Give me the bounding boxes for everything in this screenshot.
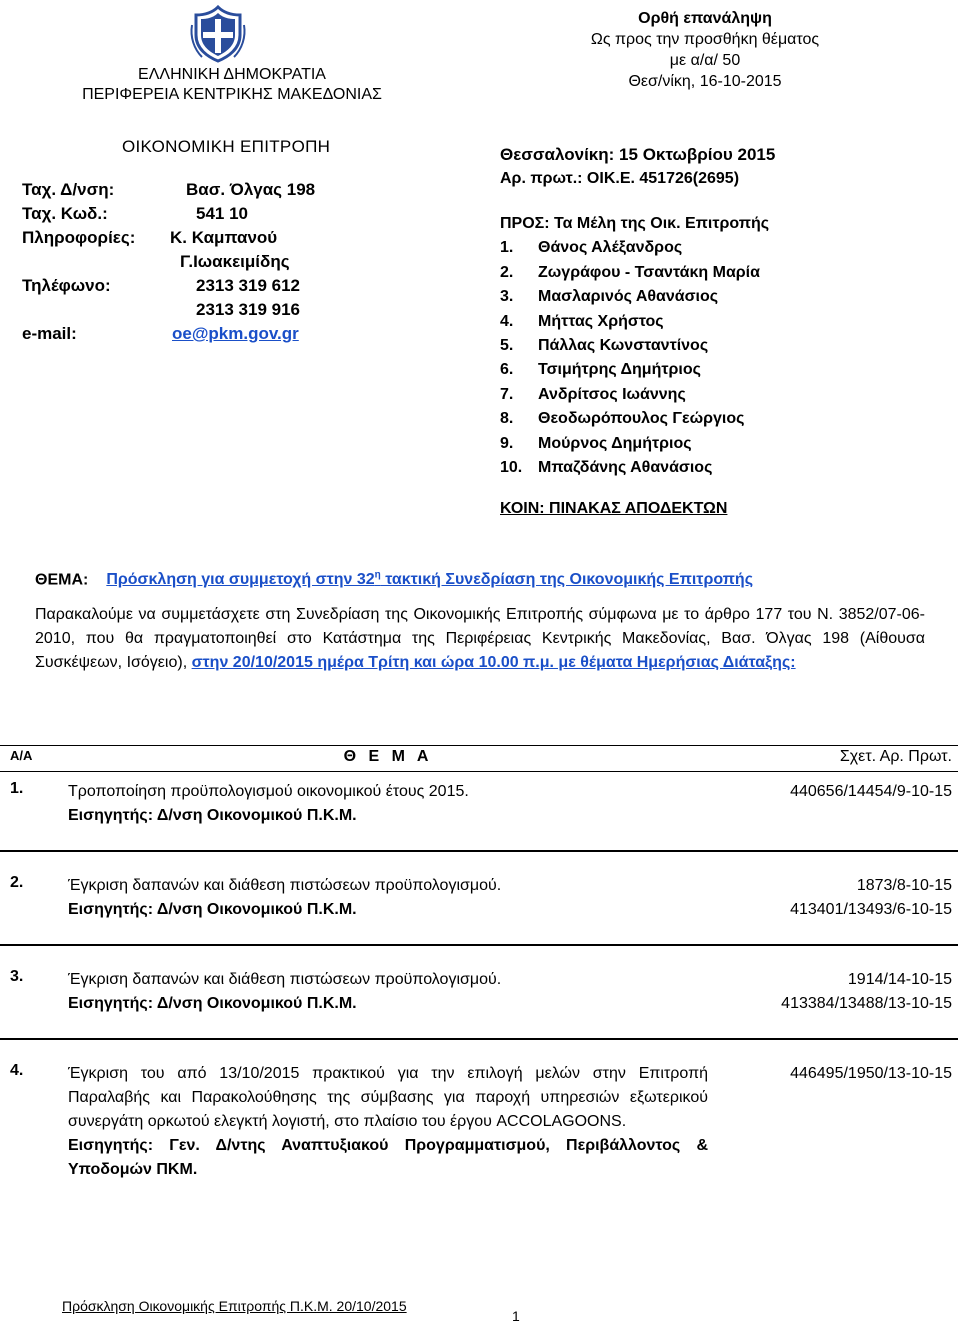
subject-label: ΘΕΜΑ: [35, 571, 89, 589]
correction-line2: με α/α/ 50 [669, 52, 741, 69]
agenda-table [0, 745, 958, 1185]
rapporteur: Εισηγητής: Γεν. Δ/ντης Αναπτυξιακού Προγραμματισμού, Περιβάλλοντος & Υποδομών ΠΚΜ. [68, 1137, 708, 1178]
region-title: ΠΕΡΙΦΕΡΕΙΑ ΚΕΝΤΡΙΚΗΣ ΜΑΚΕΔΟΝΙΑΣ [82, 86, 382, 103]
greek-emblem-icon [188, 5, 248, 63]
contact-value: 541 10 [196, 204, 248, 223]
document-date: Θεσσαλονίκη: 15 Οκτωβρίου 2015 [500, 145, 776, 164]
list-item: 4. Μήττας Χρήστος [500, 312, 664, 330]
correction-notice [560, 8, 850, 92]
contact-label: Ταχ. Κωδ.: [22, 204, 108, 223]
committee-title: ΟΙΚΟΝΟΜΙΚΗ ΕΠΙΤΡΟΠΗ [122, 137, 331, 156]
correction-line3: Θεσ/νίκη, 16-10-2015 [628, 73, 782, 90]
contact-label: Πληροφορίες: [22, 228, 136, 247]
col-header-num: Α/Α [0, 746, 62, 772]
rapporteur: Εισηγητής: Δ/νση Οικονομικού Π.Κ.Μ. [68, 807, 357, 824]
meeting-datetime: στην 20/10/2015 ημέρα Τρίτη και ώρα 10.00 π.μ. με θέματα Ημερήσιας Διάταξης: [191, 654, 796, 671]
list-item: 8. Θεοδωρόπουλος Γεώργιος [500, 410, 745, 428]
contact-value: 2313 319 916 [196, 300, 300, 319]
recipients-list [500, 212, 769, 480]
list-item: 9. Μούρνος Δημήτριος [500, 434, 692, 452]
invitation-paragraph: Παρακαλούμε να συμμετάσχετε στη Συνεδρίαση της Οικονομικής Επιτροπής σύμφωνα με το άρθρο 177 του Ν. 3852/07-06-2010, που θα πραγματοποιηθεί στο Κατάστημα της Περιφέρειας Κεντρικής Μακεδονίας, Βασ. Όλγας 198 (Αίθουσα Συσκέψεων, Ισόγειο), στην 20/10/2015 ημέρα Τρίτη και ώρα 10.00 π.μ. με θέματα Ημερήσιας Διάταξης: [35, 606, 925, 671]
table-row: 3. Έγκριση δαπανών και διάθεση πιστώσεων προϋπολογισμού. Εισηγητής: Δ/νση Οικονομικού Π.Κ.Μ. 1914/14-10-15 413384/13488/13-10-15 [0, 945, 958, 1039]
republic-title: ΕΛΛΗΝΙΚΗ ΔΗΜΟΚΡΑΤΙΑ [138, 66, 326, 83]
issuer-header [22, 65, 442, 105]
table-row: 4. Έγκριση του από 13/10/2015 πρακτικού για την επιλογή μελών στην Επιτροπή Παραλαβής και Παρακολούθησης της σύμβασης για παροχή υπηρεσιών εξωτερικού συνεργάτη ορκωτού ελεγκτή λογιστή, στο πλαίσιο του έργου ACCOLAGOONS. Εισηγητής: Γεν. Δ/ντης Αναπτυξιακού Προγραμματισμού, Περιβάλλοντος & Υποδομών ΠΚΜ. 446495/1950/13-10-15 [0, 1039, 958, 1185]
page-number: 1 [512, 1308, 520, 1324]
rapporteur: Εισηγητής: Δ/νση Οικονομικού Π.Κ.Μ. [68, 995, 357, 1012]
contact-label: Ταχ. Δ/νση: [22, 180, 115, 199]
contact-label: Τηλέφωνο: [22, 276, 111, 295]
list-item: 5. Πάλλας Κωνσταντίνος [500, 336, 709, 354]
rapporteur: Εισηγητής: Δ/νση Οικονομικού Π.Κ.Μ. [68, 901, 357, 918]
list-item: 6. Τσιμήτρης Δημήτριος [500, 361, 701, 379]
email-link[interactable]: oe@pkm.gov.gr [172, 324, 299, 343]
contact-value: Βασ. Όλγας 198 [186, 180, 316, 199]
col-header-subject: Θ Ε Μ Α [62, 746, 714, 772]
cc-line: ΚΟΙΝ: ΠΙΝΑΚΑΣ ΑΠΟΔΕΚΤΩΝ [500, 500, 728, 517]
subject-line [35, 570, 753, 589]
list-item: 3. Μασλαρινός Αθανάσιος [500, 288, 719, 306]
subject-text: Πρόσκληση για συμμετοχή στην $32^\eta$ τακτική Συνεδρίαση της Οικονομικής Επιτροπής [106, 570, 754, 589]
document-meta [500, 143, 775, 191]
col-header-refs: Σχετ. Αρ. Πρωτ. [714, 746, 958, 772]
table-row: 1. Τροποποίηση προϋπολογισμού οικονομικού έτους 2015. Εισηγητής: Δ/νση Οικονομικού Π.Κ.Μ. 440656/14454/9-10-15 [0, 772, 958, 852]
protocol-number: Αρ. πρωτ.: ΟΙΚ.Ε. 451726(2695) [500, 170, 740, 187]
correction-title: Ορθή επανάληψη [638, 10, 772, 27]
recipients-title: ΠΡΟΣ: Τα Μέλη της Οικ. Επιτροπής [500, 215, 770, 232]
list-item: 7. Ανδρίτσος Ιωάννης [500, 385, 686, 403]
table-row: 2. Έγκριση δαπανών και διάθεση πιστώσεων προϋπολογισμού. Εισηγητής: Δ/νση Οικονομικού Π.Κ.Μ. 1873/8-10-15 413401/13493/6-10-15 [0, 851, 958, 945]
correction-line1: Ως προς την προσθήκη θέματος [590, 31, 820, 48]
contact-value: Γ.Ιωακειμίδης [180, 252, 290, 271]
contact-value: 2313 319 612 [196, 276, 300, 295]
table-header-row [0, 746, 958, 772]
contact-label: e-mail: [22, 324, 77, 343]
list-item: 1. Θάνος Αλέξανδρος [500, 239, 683, 257]
footer-text: Πρόσκληση Οικονομικής Επιτροπής Π.Κ.Μ. 20/10/2015 [62, 1298, 407, 1314]
list-item: 2. Ζωγράφου - Τσαντάκη Μαρία [500, 263, 760, 281]
contact-value: Κ. Καμπανού [170, 228, 278, 247]
list-item: 10. Μπαζδάνης Αθανάσιος [500, 458, 713, 476]
